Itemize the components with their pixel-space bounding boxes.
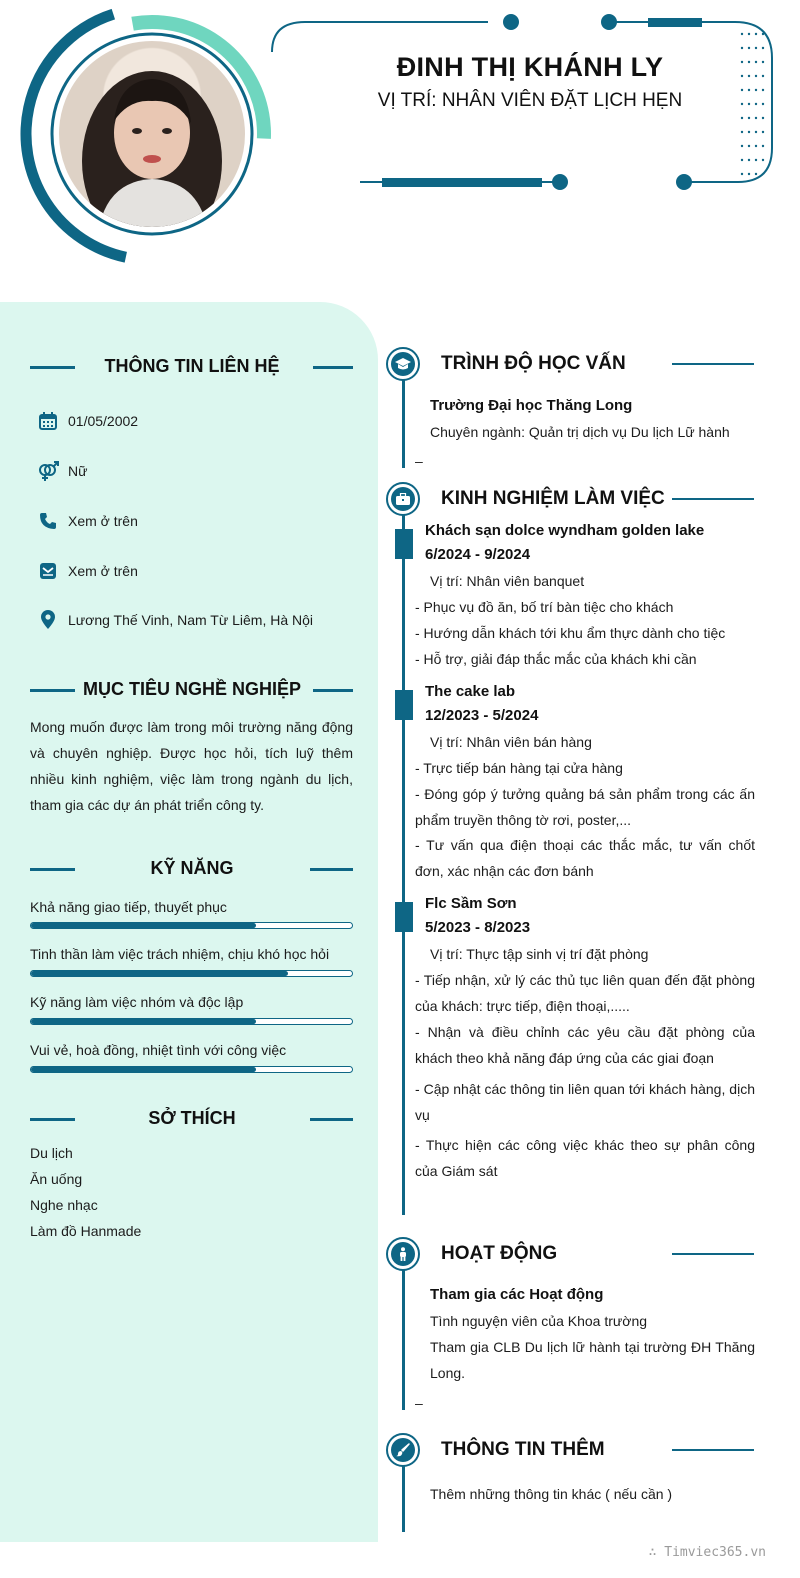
contact-value: Xem ở trên [68,513,138,529]
contact-birthdate [36,409,366,433]
activity-item: Tình nguyện viên của Khoa trường [430,1313,648,1329]
skill-bar [30,970,353,977]
hobby-item: Làm đồ Hanmade [30,1223,142,1239]
skill-bar-fill [31,971,288,976]
timeline-marker [395,690,413,720]
skill-label: Kỹ năng làm việc nhóm và độc lập [30,994,244,1010]
activities-section-icon [386,1237,420,1271]
skill-bar-fill [31,1067,256,1072]
job-period: 5/2023 - 8/2023 [425,919,531,936]
contact-gender [36,459,366,483]
avatar-icon [59,41,245,227]
activities-dash: – [415,1395,423,1411]
activities-section-title: HOẠT ĐỘNG [441,1243,558,1264]
education-section-icon [386,347,420,381]
watermark: ∴ Timviec365.vn [648,1545,766,1560]
contact-address [36,608,366,632]
experience-section-icon [386,482,420,516]
hobby-item: Ăn uống [30,1171,83,1187]
education-dash: – [415,453,423,469]
profile-photo [56,38,248,230]
divider [672,1253,754,1255]
divider [30,689,75,692]
job-duty: - Thực hiện các công việc khác theo sự phân công của Giám sát [415,1137,755,1179]
hobby-item: Du lịch [30,1145,73,1161]
job-duty: - Trực tiếp bán hàng tại cửa hàng [415,760,623,776]
education-major: Chuyên ngành: Quản trị dịch vụ Du lịch Lữ hành [430,424,730,440]
job-period: 6/2024 - 9/2024 [425,546,531,563]
job-duty: - Cập nhật các thông tin liên quan tới khách hàng, dịch vụ [415,1081,755,1123]
job-duty: - Phục vụ đồ ăn, bố trí bàn tiệc cho khách [415,599,674,615]
contact-section-title: THÔNG TIN LIÊN HỆ [104,356,280,376]
job-company: Flc Sầm Sơn [425,895,517,912]
candidate-role: VỊ TRÍ: NHÂN VIÊN ĐẶT LỊCH HẸN [377,90,683,111]
timeline-line [402,1270,405,1410]
location-icon [36,608,60,632]
extra-section-title: THÔNG TIN THÊM [441,1439,605,1460]
gender-icon [36,459,60,483]
extra-section-icon [386,1433,420,1467]
divider [30,1118,75,1121]
divider [30,868,75,871]
contact-value: Lương Thế Vinh, Nam Từ Liêm, Hà Nội [68,612,314,628]
skill-bar-fill [31,923,256,928]
objective-text: Mong muốn được làm trong môi trường năng động và chuyên nghiệp. Được học hỏi, tích luỹ thêm nhiều kinh nghiệm, việc làm trong ngành du lịch, tham gia các dự án phát triển công ty. [30,719,353,813]
job-duty: - Đóng góp ý tưởng quảng bá sản phẩm trong các ấn phẩm truyền thông tờ rơi, poster,... [415,786,755,828]
divider [313,366,353,369]
email-icon [36,559,60,583]
divider [672,363,754,365]
skill-bar [30,922,353,929]
job-duty: - Hỗ trợ, giải đáp thắc mắc của khách khi cần [415,651,697,667]
education-section-title: TRÌNH ĐỘ HỌC VẤN [441,353,626,374]
timeline-line [402,1466,405,1532]
job-company: Khách sạn dolce wyndham golden lake [425,522,705,539]
contact-value: 01/05/2002 [68,413,139,429]
contact-phone [36,509,366,533]
job-position: Vị trí: Thực tập sinh vị trí đặt phòng [430,946,649,962]
hobby-item: Nghe nhạc [30,1197,98,1213]
phone-icon [36,509,60,533]
education-school: Trường Đại học Thăng Long [430,397,633,414]
job-duty: - Tiếp nhận, xử lý các thủ tục liên quan đến đặt phòng của khách: trực tiếp, điện thoại,..... [415,972,755,1014]
job-period: 12/2023 - 5/2024 [425,707,539,724]
graduation-cap-icon [395,357,411,371]
timeline-line [402,380,405,468]
job-duty: - Tư vấn qua điện thoại các thắc mắc, tư vấn chốt đơn, xác nhận các đơn bánh [415,837,755,879]
calendar-icon [36,409,60,433]
divider [313,689,353,692]
activities-heading: Tham gia các Hoạt động [430,1286,604,1303]
skill-label: Tinh thần làm việc trách nhiệm, chịu khó học hỏi [30,946,330,962]
job-duty: - Hướng dẫn khách tới khu ẩm thực dành cho tiệc [415,625,726,641]
candidate-name: ĐINH THỊ KHÁNH LY [396,52,664,82]
brush-icon [396,1443,410,1457]
timeline-line [402,515,405,1215]
job-position: Vị trí: Nhân viên banquet [430,573,585,589]
job-duty: - Nhận và điều chỉnh các yêu cầu đặt phòng của khách theo khả năng đáp ứng của các giai đoạn [415,1024,755,1066]
briefcase-icon [396,493,410,505]
divider [30,366,75,369]
objective-section-title: MỤC TIÊU NGHỀ NGHIỆP [82,679,301,699]
divider [310,868,353,871]
extra-text: Thêm những thông tin khác ( nếu cần ) [430,1486,673,1502]
hobbies-section-title: SỞ THÍCH [148,1108,236,1128]
timeline-marker [395,529,413,559]
divider [310,1118,353,1121]
contact-email [36,559,366,583]
skills-section-title: KỸ NĂNG [150,858,234,878]
skill-label: Khả năng giao tiếp, thuyết phục [30,899,227,915]
divider [672,498,754,500]
person-icon [398,1247,408,1261]
timeline-marker [395,902,413,932]
contact-value: Xem ở trên [68,563,138,579]
skill-bar-fill [31,1019,256,1024]
skill-bar [30,1066,353,1073]
job-company: The cake lab [425,683,516,700]
skill-bar [30,1018,353,1025]
contact-value: Nữ [68,463,88,479]
skill-label: Vui vẻ, hoà đồng, nhiệt tình với công việc [30,1042,287,1058]
activity-item: Tham gia CLB Du lịch lữ hành tại trường ĐH Thăng Long. [430,1339,755,1381]
job-position: Vị trí: Nhân viên bán hàng [430,734,592,750]
experience-section-title: KINH NGHIỆM LÀM VIỆC [441,488,665,509]
divider [672,1449,754,1451]
